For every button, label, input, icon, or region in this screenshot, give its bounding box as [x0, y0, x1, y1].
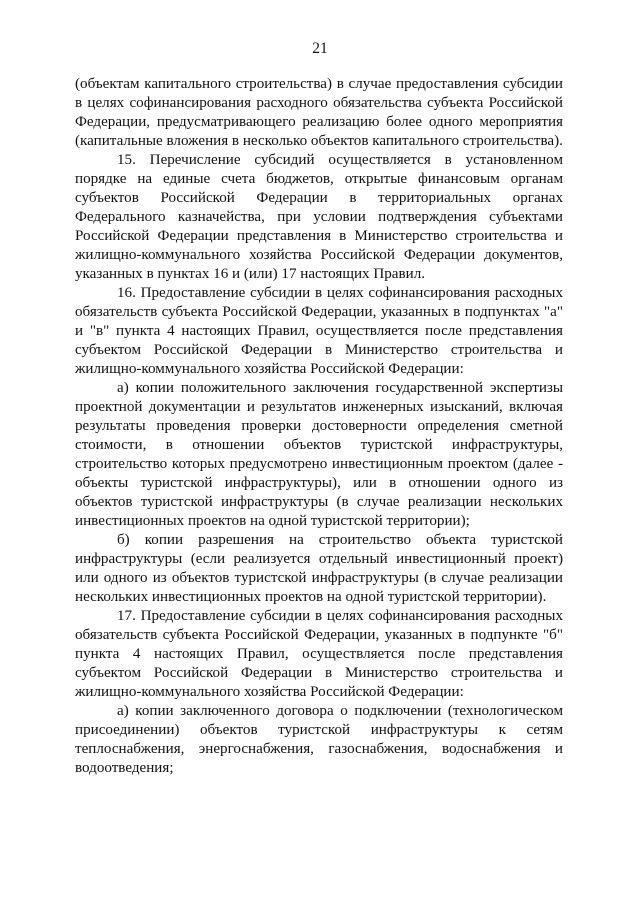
paragraph-item-16-b: б) копии разрешения на строительство объекта туристской инфраструктуры (если реализуется отдельный инвестиционный проект) или одного из объектов туристской инфраструктуры (в случае реализации нескольких инвестиционных проектов на одной туристской территории). — [75, 532, 563, 605]
paragraph-item-16-a: а) копии положительного заключения государственной экспертизы проектной документации и результатов инженерных изысканий, включая результаты проведения проверки достоверности определения сметной стоимости, в отношении объектов туристской инфраструктуры, строительство которых предусмотрено инвестиционным проектом (далее - объекты туристской инфраструктуры), или в отношении одного из объектов туристской инфраструктуры (в случае реализации нескольких инвестиционных проектов на одной туристской территории); — [75, 380, 563, 529]
paragraph-item-17-a: а) копии заключенного договора о подключении (технологическом присоединении) объектов туристской инфраструктуры к сетям теплоснабжения, энергоснабжения, газоснабжения, водоснабжения и водоотведения; — [75, 703, 563, 776]
paragraph-item-17: 17. Предоставление субсидии в целях софинансирования расходных обязательств субъекта Российской Федерации, указанных в подпункте "б" пункта 4 настоящих Правил, осуществляется после представления субъектом Российской Федерации в Министерство строительства и жилищно-коммунального хозяйства Российской Федерации: — [75, 608, 563, 700]
document-body — [75, 75, 563, 778]
paragraph-continuation: (объектам капитального строительства) в случае предоставления субсидии в целях софинансирования расходного обязательства субъекта Российской Федерации, предусматривающего реализацию более одного мероприятия (капитальные вложения в несколько объектов капитального строительства). — [75, 76, 563, 149]
page-number: 21 — [312, 40, 328, 57]
paragraph-item-16: 16. Предоставление субсидии в целях софинансирования расходных обязательств субъекта Российской Федерации, указанных в подпунктах "а" и "в" пункта 4 настоящих Правил, осуществляется после представления субъектом Российской Федерации в Министерство строительства и жилищно-коммунального хозяйства Российской Федерации: — [75, 285, 563, 377]
paragraph-item-15: 15. Перечисление субсидий осуществляется в установленном порядке на единые счета бюджетов, открытые финансовым органам субъектов Российской Федерации в территориальных органах Федерального казначейства, при условии подтверждения субъектами Российской Федерации представления в Министерство строительства и жилищно-коммунального хозяйства Российской Федерации документов, указанных в пунктах 16 и (или) 17 настоящих Правил. — [75, 152, 563, 282]
